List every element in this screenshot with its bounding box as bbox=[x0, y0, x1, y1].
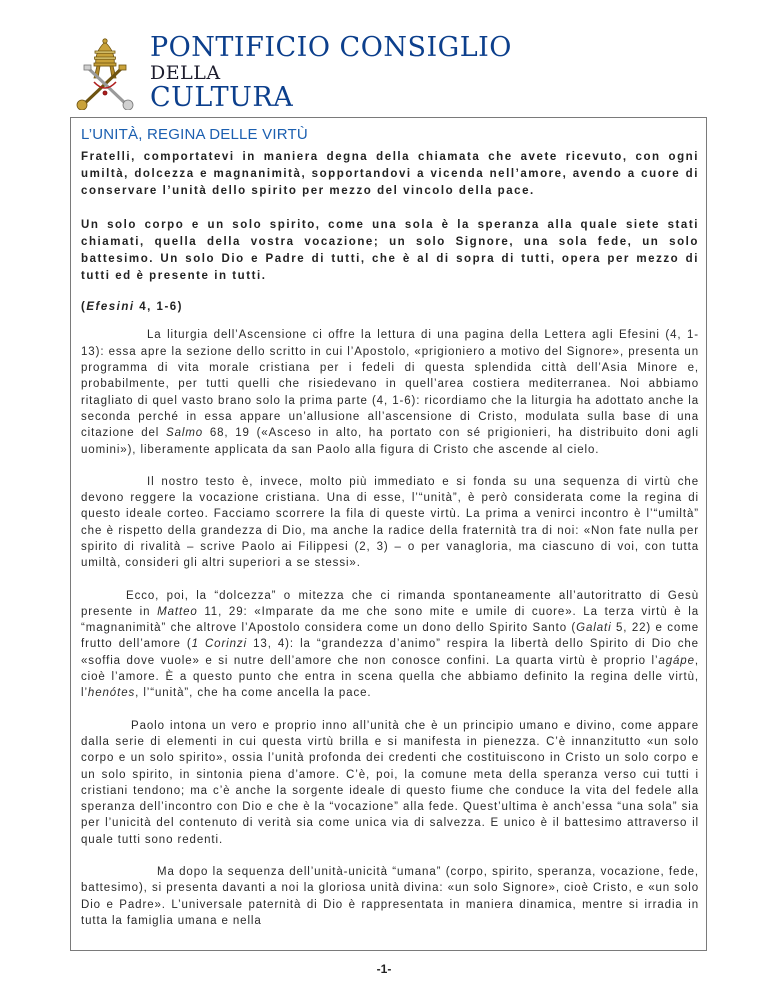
paragraph-text: Ma dopo la sequenza dell’unità-unicità “umana” (corpo, spirito, speranza, vocazione, fede, battesimo), si presenta davanti a noi la gloriosa unità divina: «un solo Signore», cioè Cristo, e «un solo Dio e Padre». L’universale paternità di Dio è rappresentata in maniera dinamica, mentre si irradia in tutta la famiglia umana e nella bbox=[81, 866, 699, 927]
paragraph-text: 13, 4): la “grandezza d’animo” respira la libertà dello Spirito di Dio che «soffia dove vuole» e si nutre dell’amore che non conosce confini. La quarta virtù è proprio l’ bbox=[81, 638, 699, 667]
reference-rest: 4, 1-6) bbox=[134, 301, 183, 314]
italic-citation: Salmo bbox=[166, 427, 204, 440]
paragraph-text: , cioè l’amore. È a questo punto che entra in scena quella che abbiamo definito la regina delle virtù, l’ bbox=[81, 654, 699, 700]
scripture-reference bbox=[81, 301, 699, 313]
commentary-paragraph-3 bbox=[81, 588, 699, 702]
italic-citation: agápe bbox=[658, 654, 695, 667]
paragraph-text: Ecco, poi, la “dolcezza” o mitezza che ci rimanda spontaneamente all’autoritratto di Gesù presente in bbox=[81, 589, 699, 618]
paragraph-text: 5, 22) e come frutto dell’amore ( bbox=[81, 622, 699, 651]
commentary-paragraph-2 bbox=[81, 474, 699, 572]
italic-citation: Galati bbox=[576, 622, 612, 635]
institution-name bbox=[150, 34, 512, 112]
italic-citation: henótes bbox=[87, 687, 136, 700]
reference-open: ( bbox=[81, 301, 87, 314]
paragraph-text: La liturgia dell’Ascensione ci offre la lettura di una pagina della Lettera agli Efesini (4, 1-13): essa apre la sezione dello scritto in cui l’Apostolo, «prigioniero a motivo del Signore», presenta un programma di vita morale cristiana per i fedeli di questa splendida città dell’Asia Minore e, probabilmente, per tutti quelli che risiedevano in quell’area costiera mediterranea. Noi abbiamo ritagliato di quel vasto brano solo la prima parte (4, 1-6): ricordiamo che la liturgia ha adottato anche la seconda perché in essa appare un’allusione all’ascensione di Cristo, modulata sulla base di una citazione del bbox=[81, 329, 699, 440]
paragraph-text: , l’“unità”, che ha come ancella la pace. bbox=[135, 687, 372, 700]
paragraph-text: Il nostro testo è, invece, molto più immediato e si fonda su una sequenza di virtù che devono reggere la vocazione cristiana. Una di esse, l’“unità”, è però considerata come la regina di questo ideale corteo. Facciamo scorrere la fila di queste virtù. La prima a venirci incontro è l’“umiltà” che è rispetto della grandezza di Dio, ma anche la radice della fraternità tra di noi: «Non fate nulla per spirito di rivalità – scrive Paolo ai Filippesi (2, 3) – o per vanagloria, ma ciascuno di voi, con tutta umiltà, consideri gli altri superiori a se stessi». bbox=[81, 475, 699, 570]
paragraph-text: 68, 19 («Asceso in alto, ha portato con sé prigionieri, ha distribuito doni agli uomini»), liberamente applicata da san Paolo alla figura di Cristo che ascende al cielo. bbox=[81, 427, 699, 456]
commentary-paragraph-5 bbox=[81, 864, 699, 929]
papal-coat-of-arms-icon bbox=[72, 38, 138, 110]
commentary-paragraph-1 bbox=[81, 327, 699, 457]
document-frame bbox=[70, 117, 707, 951]
commentary-paragraph-4 bbox=[81, 718, 699, 848]
institution-line-2: DELLA bbox=[150, 62, 221, 84]
institution-line-1: PONTIFICIO CONSIGLIO bbox=[150, 32, 512, 63]
scripture-quote-paragraph: Un solo corpo e un solo spirito, come una sola è la speranza alla quale siete stati chiamati, quella della vostra vocazione; un solo Signore, una sola fede, un solo battesimo. Un solo Dio e Padre di tutti, che è al di sopra di tutti, opera per mezzo di tutti ed è presente in tutti. bbox=[81, 218, 699, 283]
page-number: -1- bbox=[376, 962, 392, 976]
header bbox=[72, 34, 672, 116]
paragraph-text: 11, 29: «Imparate da me che sono mite e umile di cuore». La terza virtù è la “magnanimità” che altrove l’Apostolo considera come un dono dello Spirito Santo ( bbox=[81, 605, 699, 635]
document-title: L’UNITÀ, REGINA DELLE VIRTÙ bbox=[81, 126, 308, 143]
reference-book: Efesini bbox=[86, 301, 135, 314]
scripture-quote-paragraph: Fratelli, comportatevi in maniera degna della chiamata che avete ricevuto, con ogni umiltà, dolcezza e magnanimità, sopportandovi a vicenda nell’amore, avendo a cuore di conservare l’unità dello spirito per mezzo del vincolo della pace. bbox=[81, 151, 699, 198]
institution-line-3: CULTURA bbox=[150, 82, 294, 113]
italic-citation: Matteo bbox=[157, 605, 198, 618]
italic-citation: 1 Corinzi bbox=[191, 638, 248, 651]
paragraph-text: Paolo intona un vero e proprio inno all’unità che è un principio umano e divino, come appare dalla serie di elementi in cui questa virtù brilla e si manifesta in pienezza. C’è innanzitutto «un solo corpo e un solo spirito», ossia l’unità profonda dei credenti che costituiscono in Cristo un solo corpo e un solo spirito, in sintonia piena d’amore. C’è, poi, la comune meta della speranza verso cui tutti i cristiani tendono; ma c’è anche la sorgente ideale di questo fiume che conduce la vita del fedele alla speranza dell’incontro con Dio e che è la “vocazione” alla fede. Quest’ultima è anch’essa “una sola” sia per l’unicità del contenuto di verità sia come unica via di salvezza. E unico è il battesimo attraverso il quale tutti sono redenti. bbox=[81, 719, 699, 846]
